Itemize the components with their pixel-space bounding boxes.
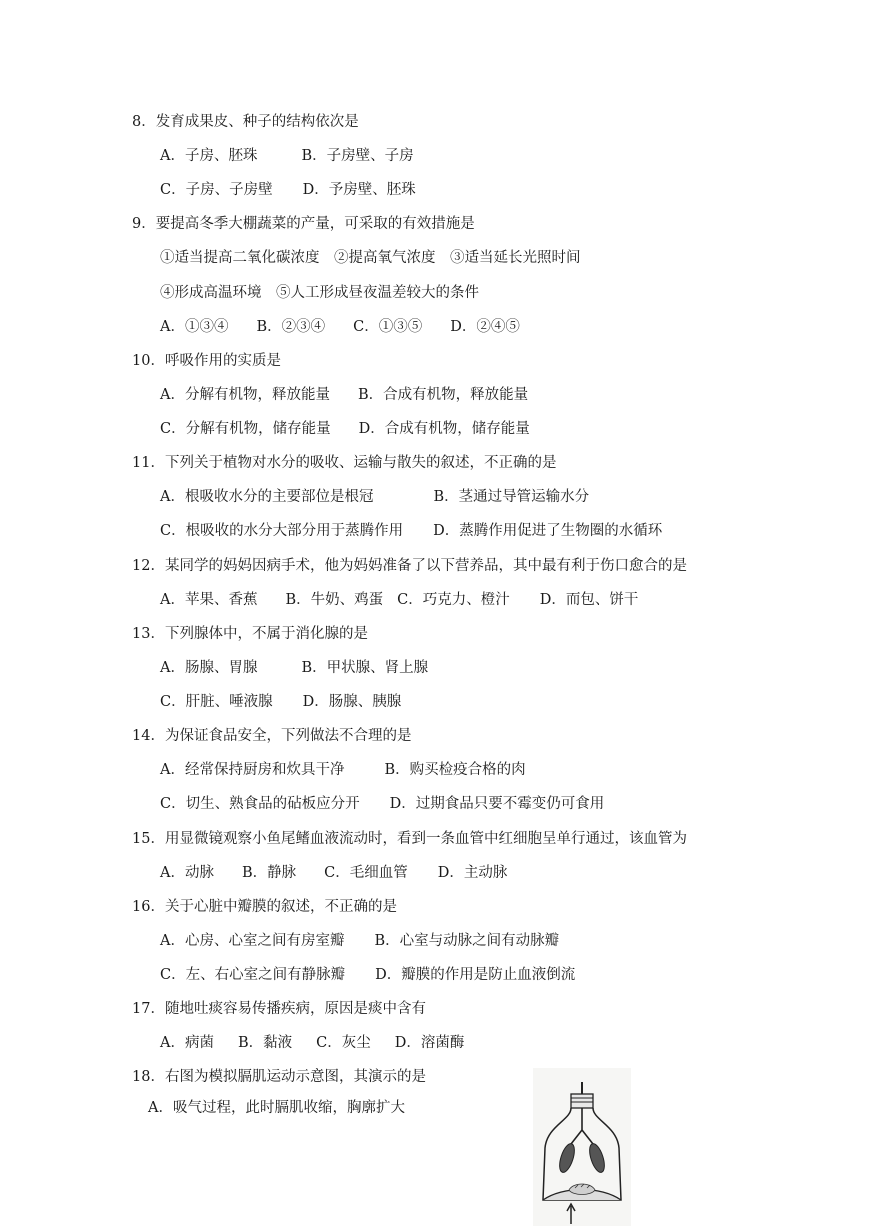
option-c: C．①③⑤ (353, 319, 423, 335)
question-16-stem: 16．关于心脏中瓣膜的叙述，不正确的是 (132, 899, 397, 915)
option-d: D．肠腺、胰腺 (302, 694, 402, 710)
option-b: B．牛奶、鸡蛋 (285, 592, 384, 608)
question-12-options (160, 590, 638, 610)
option-a: A．经常保持厨房和炊具干净 (160, 762, 345, 778)
option-d: D．蒸腾作用促进了生物圈的水循环 (433, 523, 663, 539)
option-b: B．②③④ (256, 319, 326, 335)
option-b: B．静脉 (241, 865, 297, 881)
option-c: C．切生、熟食品的砧板应分开 (160, 796, 360, 812)
option-a: A．分解有机物，释放能量 (160, 387, 330, 403)
question-17-stem: 17．随地吐痰容易传播疾病，原因是痰中含有 (132, 1001, 426, 1017)
question-16-options-row-1 (160, 931, 559, 951)
option-c: C．左、右心室之间有静脉瓣 (160, 967, 346, 983)
question-9-stem: 9．要提高冬季大棚蔬菜的产量，可采取的有效措施是 (132, 216, 475, 232)
option-a: A．子房、胚珠 (160, 148, 258, 164)
question-9-note-1: ①适当提高二氧化碳浓度 ②提高氧气浓度 ③适当延长光照时间 (160, 250, 581, 266)
option-d: D．过期食品只要不霉变仍可食用 (389, 796, 605, 812)
question-8-options-row-1 (160, 146, 414, 166)
question-8-options-row-2 (160, 180, 416, 200)
question-10-options-row-1 (160, 385, 528, 405)
option-a: A．动脉 (160, 865, 214, 881)
option-a: A．病菌 (160, 1035, 214, 1051)
question-13-options-row-1 (160, 658, 428, 678)
question-13-stem: 13．下列腺体中，不属于消化腺的是 (132, 626, 368, 642)
option-d: D．而包、饼干 (539, 592, 639, 608)
option-d: D．②④⑤ (450, 319, 520, 335)
question-9-note-2: ④形成高温环境 ⑤人工形成昼夜温差较大的条件 (160, 285, 479, 301)
option-d: D．予房壁、胚珠 (302, 182, 416, 198)
question-14-options-row-1 (160, 760, 526, 780)
option-d: D．主动脉 (437, 865, 508, 881)
question-14-options-row-2 (160, 794, 604, 814)
option-b: B．子房壁、子房 (301, 148, 414, 164)
question-13-options-row-2 (160, 692, 401, 712)
diaphragm-model-figure (533, 1068, 631, 1226)
question-16-options-row-2 (160, 965, 575, 985)
question-15-options (160, 863, 507, 883)
question-11-options-row-1 (160, 487, 589, 507)
question-18-stem: 18．右图为模拟膈肌运动示意图，其演示的是 (132, 1069, 426, 1085)
question-11-options-row-2 (160, 521, 662, 541)
option-a: A．心房、心室之间有房室瓣 (160, 933, 345, 949)
stopper (571, 1094, 593, 1108)
option-d: D．溶菌酶 (394, 1035, 465, 1051)
question-9-options (160, 317, 520, 337)
question-10-options-row-2 (160, 419, 530, 439)
option-b: B．购买检疫合格的肉 (384, 762, 526, 778)
option-a: A．根吸收水分的主要部位是根冠 (160, 489, 374, 505)
question-11-stem: 11．下列关于植物对水分的吸收、运输与散失的叙述，不正确的是 (132, 455, 557, 471)
option-c: C．巧克力、橙汁 (397, 592, 510, 608)
option-b: B．合成有机物，释放能量 (357, 387, 529, 403)
option-b: B．甲状腺、肾上腺 (301, 660, 429, 676)
option-b: B．茎通过导管运输水分 (433, 489, 590, 505)
option-b: B．黏液 (237, 1035, 293, 1051)
option-c: C．根吸收的水分大部分用于蒸腾作用 (160, 523, 404, 539)
question-17-options (160, 1033, 464, 1053)
option-d: D．瓣膜的作用是防止血液倒流 (375, 967, 576, 983)
option-b: B．心室与动脉之间有动脉瓣 (374, 933, 560, 949)
option-c: C．毛细血管 (324, 865, 408, 881)
question-15-stem: 15．用显微镜观察小鱼尾鳍血液流动时，看到一条血管中红细胞呈单行通过，该血管为 (132, 831, 687, 847)
option-c: C．灰尘 (316, 1035, 371, 1051)
option-c: C．分解有机物，储存能量 (160, 421, 331, 437)
question-10-stem: 10．呼吸作用的实质是 (132, 353, 281, 369)
question-12-stem: 12．某同学的妈妈因病手术，他为妈妈准备了以下营养品，其中最有利于伤口愈合的是 (132, 558, 687, 574)
question-14-stem: 14．为保证食品安全，下列做法不合理的是 (132, 728, 412, 744)
option-c: C．子房、子房壁 (160, 182, 273, 198)
option-a: A．苹果、香蕉 (160, 592, 258, 608)
option-a: A．肠腺、胃腺 (160, 660, 258, 676)
option-a: A．①③④ (160, 319, 229, 335)
option-d: D．合成有机物，储存能量 (358, 421, 530, 437)
question-8-stem: 8．发育成果皮、种子的结构依次是 (132, 114, 359, 130)
question-18-option-a: A．吸气过程，此时膈肌收缩，胸廓扩大 (148, 1100, 405, 1116)
option-c: C．肝脏、唾液腺 (160, 694, 273, 710)
